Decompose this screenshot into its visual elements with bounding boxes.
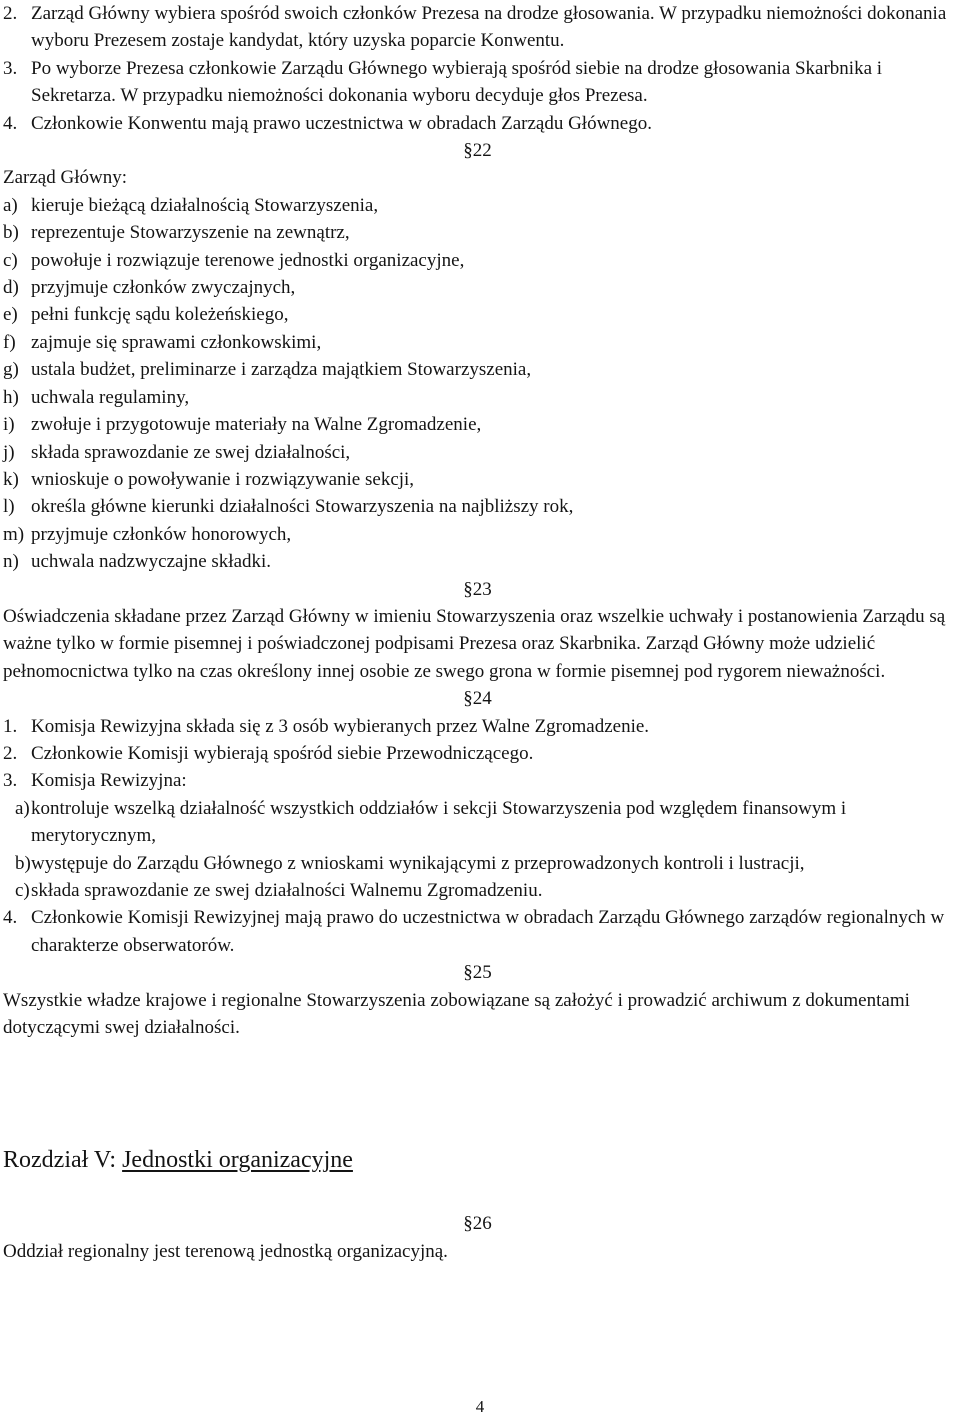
item-label: a) <box>15 797 30 819</box>
section-22 <box>3 137 952 576</box>
item-number: 2. <box>3 3 18 24</box>
item-text: uchwala regulaminy, <box>31 386 190 408</box>
item-label: c) <box>15 880 30 901</box>
list-item <box>3 493 952 520</box>
item-label: m) <box>3 523 25 545</box>
paragraph-heading: §22 <box>463 140 492 162</box>
item-number: 3. <box>3 770 18 792</box>
paragraph-heading: §26 <box>463 1213 492 1235</box>
list-item <box>3 767 952 794</box>
item-text: reprezentuje Stowarzyszenie na zewnątrz, <box>31 222 350 244</box>
item-label: a) <box>3 194 18 216</box>
paragraph-heading: §25 <box>463 962 492 984</box>
item-number: 2. <box>3 742 18 764</box>
item-text: Komisja Rewizyjna: <box>31 770 187 792</box>
item-text: ustala budżet, preliminarze i zarządza majątkiem Stowarzyszenia, <box>31 359 532 381</box>
item-text: uchwala nadzwyczajne składki. <box>31 551 272 573</box>
list-item <box>3 466 952 493</box>
item-text: określa główne kierunki działalności Stowarzyszenia na najbliższy rok, <box>31 496 574 518</box>
intro-list <box>3 0 952 137</box>
section-lead: Zarząd Główny: <box>3 167 127 189</box>
section-24 <box>3 685 952 959</box>
item-text: przyjmuje członków honorowych, <box>31 523 292 545</box>
item-label: e) <box>3 304 18 326</box>
list-item <box>3 356 952 383</box>
list-item <box>3 274 952 301</box>
item-label: l) <box>3 496 15 518</box>
item-text: kontroluje wszelką działalność wszystkich oddziałów i sekcji Stowarzyszenia pod względem finansowym i merytorycznym, <box>31 797 847 847</box>
paragraph-heading: §24 <box>463 688 492 710</box>
item-label: d) <box>3 277 19 299</box>
item-label: b) <box>15 852 31 874</box>
item-label: k) <box>3 468 19 490</box>
item-number: 1. <box>3 715 18 737</box>
item-text: powołuje i rozwiązuje terenowe jednostki organizacyjne, <box>31 249 465 271</box>
letter-list <box>3 192 952 576</box>
item-label: b) <box>3 222 19 244</box>
section-23 <box>3 576 952 686</box>
paragraph-heading: §23 <box>463 578 492 600</box>
item-text: Członkowie Konwentu mają prawo uczestnictwa w obradach Zarządu Głównego. <box>31 112 652 134</box>
list-item <box>3 439 952 466</box>
list-item <box>3 904 952 959</box>
list-item <box>3 411 952 438</box>
item-text: wnioskuje o powoływanie i rozwiązywanie sekcji, <box>31 468 415 490</box>
item-text: Komisja Rewizyjna składa się z 3 osób wybieranych przez Walne Zgromadzenie. <box>31 715 650 737</box>
numbered-list <box>3 713 952 795</box>
sub-letter-list <box>3 795 952 905</box>
item-label: i) <box>3 414 15 436</box>
section-text: Oświadczenia składane przez Zarząd Główny w imieniu Stowarzyszenia oraz wszelkie uchwały i postanowienia Zarządu są ważne tylko w formie pisemnej i poświadczonej podpisami Prezesa oraz Skarbnika. Zarząd Główny może udzielić pełnomocnictwa tylko na czas określony innej osobie ze swego grona w formie pisemnej pod rygorem nieważności. <box>3 605 946 682</box>
item-text: składa sprawozdanie ze swej działalności, <box>31 441 351 463</box>
list-item <box>15 795 952 850</box>
chapter-prefix: Rozdział V: <box>3 1147 123 1174</box>
numbered-list-continued <box>3 904 952 959</box>
list-item <box>3 329 952 356</box>
item-label: g) <box>3 359 19 381</box>
section-25 <box>3 959 952 1041</box>
item-text: Po wyborze Prezesa członkowie Zarządu Głównego wybierają spośród siebie na drodze głosowania Skarbnika i Sekretarza. W przypadku niemożności dokonania wyboru decyduje głos Prezesa. <box>31 57 883 107</box>
section-text: Oddział regionalny jest terenową jednostką organizacyjną. <box>3 1240 448 1262</box>
item-text: zwołuje i przygotowuje materiały na Walne Zgromadzenie, <box>31 414 482 436</box>
item-text: pełni funkcję sądu koleżeńskiego, <box>31 304 289 326</box>
list-item <box>3 713 952 740</box>
list-item <box>3 192 952 219</box>
item-label: n) <box>3 551 19 573</box>
list-item <box>15 877 952 904</box>
item-text: składa sprawozdanie ze swej działalności Walnemu Zgromadzeniu. <box>31 880 543 901</box>
item-text: zajmuje się sprawami członkowskimi, <box>31 331 322 353</box>
item-number: 4. <box>3 112 18 134</box>
item-text: kieruje bieżącą działalnością Stowarzyszenia, <box>31 194 379 216</box>
list-item <box>3 740 952 767</box>
list-item <box>3 521 952 548</box>
spacer <box>3 1175 952 1210</box>
item-number: 4. <box>3 907 18 929</box>
item-text: występuje do Zarządu Głównego z wnioskami wynikającymi z przeprowadzonych kontroli i lustracji, <box>31 852 805 874</box>
list-item <box>15 850 952 877</box>
list-item <box>3 384 952 411</box>
item-text: Zarząd Główny wybiera spośród swoich członków Prezesa na drodze głosowania. W przypadku niemożności dokonania wyboru Prezesem zostaje kandydat, który uzyska poparcie Konwentu. <box>31 3 947 52</box>
chapter-heading <box>3 1145 952 1175</box>
list-item <box>3 110 952 137</box>
item-label: h) <box>3 386 19 408</box>
item-text: przyjmuje członków zwyczajnych, <box>31 277 296 299</box>
page-number: 4 <box>475 1397 485 1416</box>
list-item <box>3 247 952 274</box>
section-26 <box>3 1210 952 1265</box>
list-item <box>3 0 952 55</box>
item-text: Członkowie Komisji wybierają spośród siebie Przewodniczącego. <box>31 742 534 764</box>
chapter-title: Jednostki organizacyjne <box>122 1147 353 1174</box>
list-item <box>3 548 952 575</box>
item-number: 3. <box>3 57 18 79</box>
item-text: Członkowie Komisji Rewizyjnej mają prawo do uczestnictwa w obradach Zarządu Głównego zarządów regionalnych w charakterze obserwatorów. <box>31 907 945 956</box>
list-item <box>3 301 952 328</box>
list-item <box>3 219 952 246</box>
item-label: c) <box>3 249 18 271</box>
section-text: Wszystkie władze krajowe i regionalne Stowarzyszenia zobowiązane są założyć i prowadzić archiwum z dokumentami dotyczącymi swej działalności. <box>3 989 910 1039</box>
item-label: j) <box>3 441 15 463</box>
item-label: f) <box>3 331 16 353</box>
list-item <box>3 55 952 110</box>
